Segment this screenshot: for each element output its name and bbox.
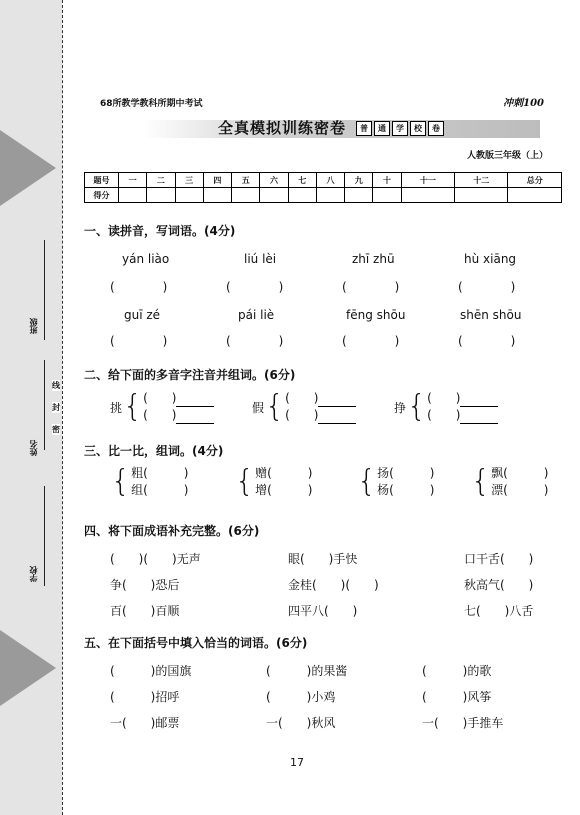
score-cell[interactable] [455, 188, 508, 203]
q3-answer[interactable]: 扬( ) [377, 466, 435, 480]
column-header: 五 [232, 173, 260, 188]
q1-answer-blank[interactable]: ( ) [110, 334, 168, 348]
q1-answer-blank[interactable]: ( ) [342, 334, 400, 348]
name-label: 姓名 [29, 440, 38, 456]
seal-dashed-line [62, 0, 63, 815]
q1-pinyin: fēng shōu [346, 308, 406, 322]
exam-name: 68所教学教科所期中考试 [100, 99, 203, 109]
column-header: 六 [260, 173, 288, 188]
score-cell[interactable] [147, 188, 175, 203]
q4-idiom[interactable]: 口干舌( ) [464, 552, 534, 566]
q3-answer[interactable]: 组( ) [131, 483, 189, 497]
q5-fill[interactable]: 一( )邮票 [110, 716, 180, 730]
column-header: 八 [316, 173, 344, 188]
q2-item [110, 390, 214, 424]
stamp-char: 学 [392, 121, 408, 136]
q1-heading: 一、读拼音，写词语。(4分) [84, 224, 236, 238]
class-write-line [44, 240, 45, 340]
column-header: 一 [119, 173, 147, 188]
column-header: 九 [345, 173, 373, 188]
column-header: 三 [175, 173, 203, 188]
score-cell[interactable] [232, 188, 260, 203]
q4-heading: 四、将下面成语补充完整。(6分) [84, 524, 260, 538]
brace-icon: { [123, 389, 143, 424]
margin-triangle-top [0, 130, 56, 206]
score-cell[interactable] [119, 188, 147, 203]
score-cell[interactable] [203, 188, 231, 203]
brace-icon: { [357, 464, 377, 499]
q5-fill[interactable]: 一( )秋风 [266, 716, 336, 730]
q4-idiom[interactable]: 秋高气( ) [464, 578, 534, 592]
column-header: 总分 [508, 173, 562, 188]
stamp-char: 卷 [428, 121, 444, 136]
name-write-line [44, 360, 45, 450]
q5-fill[interactable]: ( )的果酱 [266, 664, 348, 678]
q1-pinyin: shēn shōu [460, 308, 522, 322]
q4-idiom[interactable]: 争( )恐后 [110, 578, 180, 592]
q1-answer-blank[interactable]: ( ) [458, 280, 516, 294]
q4-idiom[interactable]: 金桂( )( ) [288, 578, 379, 592]
q2-heading: 二、给下面的多音字注音并组词。(6分) [84, 368, 296, 382]
q3-answer[interactable]: 粗( ) [131, 466, 189, 480]
q2-char: 假 [252, 400, 265, 415]
q3-answer[interactable]: 杨( ) [377, 483, 435, 497]
score-table-score-row [85, 188, 562, 203]
q2-answer-line[interactable]: ( ) [427, 390, 498, 407]
stamp-char: 通 [374, 121, 390, 136]
q1-pinyin: guī zé [124, 308, 161, 322]
q5-fill[interactable]: 一( )手推车 [422, 716, 504, 730]
seal-word-1: 密 [52, 425, 60, 434]
score-table [84, 172, 562, 203]
score-cell[interactable] [508, 188, 562, 203]
school-write-line [44, 486, 45, 586]
q1-pinyin: zhī zhū [352, 252, 395, 266]
score-cell[interactable] [316, 188, 344, 203]
class-label: 班级 [29, 318, 38, 334]
q5-fill[interactable]: ( )小鸡 [266, 690, 336, 704]
q1-pinyin: pái liè [238, 308, 275, 322]
q2-char: 挑 [110, 400, 123, 415]
margin-triangle-bottom [0, 630, 56, 706]
q4-idiom[interactable]: 四平八( ) [288, 604, 358, 618]
stamp-char: 校 [410, 121, 426, 136]
q1-answer-blank[interactable]: ( ) [226, 334, 284, 348]
paper-title: 全真模拟训练密卷 [218, 119, 347, 137]
column-header: 二 [147, 173, 175, 188]
score-label: 得分 [85, 188, 119, 203]
q4-idiom[interactable]: 百( )百顺 [110, 604, 180, 618]
q3-pair [110, 465, 188, 499]
q2-item [252, 390, 356, 424]
q1-pinyin: liú lèi [244, 252, 277, 266]
score-cell[interactable] [401, 188, 454, 203]
score-table-header-row [85, 173, 562, 188]
q5-fill[interactable]: ( )风筝 [422, 690, 492, 704]
q5-fill[interactable]: ( )招呼 [110, 690, 180, 704]
score-cell[interactable] [345, 188, 373, 203]
q4-idiom[interactable]: ( )( )无声 [110, 552, 201, 566]
q3-pair [356, 465, 434, 499]
column-header: 十一 [401, 173, 454, 188]
column-header: 七 [288, 173, 316, 188]
brace-icon: { [111, 464, 131, 499]
school-label: 学校 [29, 566, 38, 582]
q5-fill[interactable]: ( )的歌 [422, 664, 492, 678]
brace-icon: { [407, 389, 427, 424]
school-type-stamps [356, 121, 444, 136]
q5-fill[interactable]: ( )的国旗 [110, 664, 192, 678]
q3-answer[interactable]: 漂( ) [491, 483, 549, 497]
header-top-row [84, 96, 544, 110]
q2-answer-line[interactable]: ( ) [285, 390, 356, 407]
column-header: 十 [373, 173, 401, 188]
brace-icon: { [265, 389, 285, 424]
q3-pair [470, 465, 548, 499]
q4-idiom[interactable]: 七( )八舌 [464, 604, 534, 618]
q1-pinyin: yán liào [122, 252, 170, 266]
q3-heading: 三、比一比，组词。(4分) [84, 444, 224, 458]
q3-answer[interactable]: 增( ) [255, 483, 313, 497]
stamp-char: 普 [356, 121, 372, 136]
q2-answer-line[interactable]: ( ) [143, 390, 214, 407]
q2-answer-line[interactable]: ( ) [143, 407, 214, 424]
page-number: 17 [290, 756, 304, 769]
q4-idiom[interactable]: 眼( )手快 [288, 552, 358, 566]
q2-answer-line[interactable]: ( ) [285, 407, 356, 424]
q2-answer-line[interactable]: ( ) [427, 407, 498, 424]
brace-icon: { [471, 464, 491, 499]
q1-answer-blank[interactable]: ( ) [458, 334, 516, 348]
q1-answer-blank[interactable]: ( ) [342, 280, 400, 294]
seal-word-3: 线 [52, 381, 60, 390]
q2-item [394, 390, 498, 424]
q2-char: 挣 [394, 400, 407, 415]
score-cell[interactable] [288, 188, 316, 203]
score-cell[interactable] [260, 188, 288, 203]
q5-heading: 五、在下面括号中填入恰当的词语。(6分) [84, 636, 308, 650]
edition-label: 人教版三年级（上） [466, 151, 548, 161]
q3-answer[interactable]: 飘( ) [491, 466, 549, 480]
brand-logo: 冲刺100 [503, 98, 544, 109]
score-cell[interactable] [373, 188, 401, 203]
seal-word-2: 封 [52, 403, 60, 412]
q1-answer-blank[interactable]: ( ) [226, 280, 284, 294]
brace-icon: { [235, 464, 255, 499]
q3-answer[interactable]: 赠( ) [255, 466, 313, 480]
score-cell[interactable] [175, 188, 203, 203]
column-header: 十二 [455, 173, 508, 188]
question-number-label: 题号 [85, 173, 119, 188]
q1-answer-blank[interactable]: ( ) [110, 280, 168, 294]
q1-pinyin: hù xiāng [464, 252, 517, 266]
column-header: 四 [203, 173, 231, 188]
q3-pair [234, 465, 312, 499]
